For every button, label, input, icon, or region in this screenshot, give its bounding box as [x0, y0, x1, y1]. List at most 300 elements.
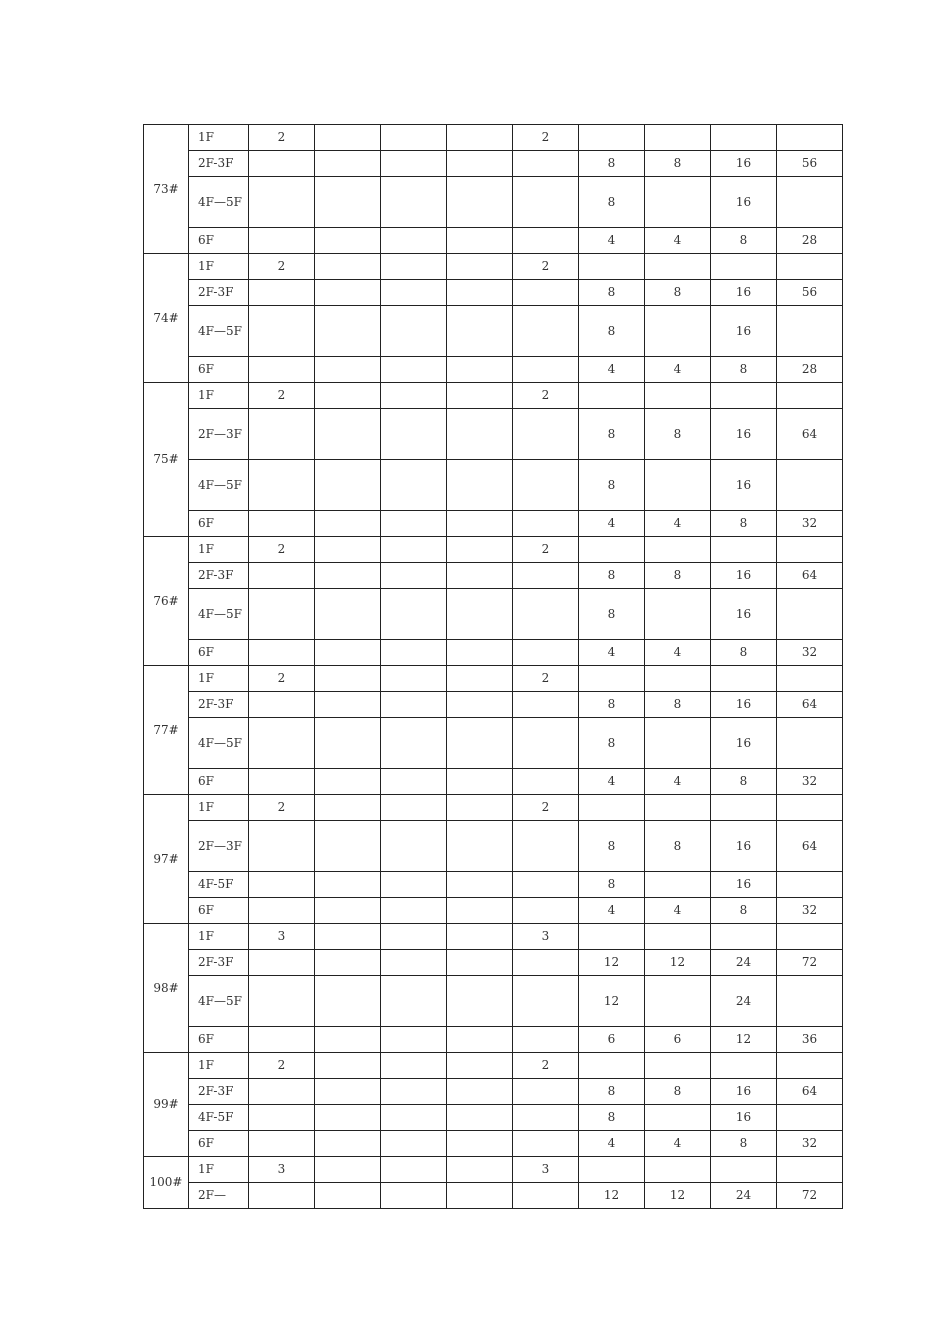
value-cell: 4	[579, 357, 645, 383]
table-row	[144, 589, 843, 640]
value-cell	[249, 950, 315, 976]
value-cell	[447, 409, 513, 460]
value-cell	[777, 976, 843, 1027]
value-cell	[381, 976, 447, 1027]
value-cell	[447, 1079, 513, 1105]
value-cell	[579, 924, 645, 950]
value-cell: 2	[513, 537, 579, 563]
value-cell: 8	[579, 821, 645, 872]
value-cell	[315, 976, 381, 1027]
value-cell	[513, 1105, 579, 1131]
value-cell	[645, 872, 711, 898]
value-cell: 72	[777, 950, 843, 976]
value-cell: 4	[645, 357, 711, 383]
floor-cell: 4F—5F	[189, 460, 249, 511]
value-cell: 8	[645, 821, 711, 872]
floor-cell: 6F	[189, 898, 249, 924]
value-cell	[645, 1053, 711, 1079]
value-cell	[381, 383, 447, 409]
value-cell	[579, 666, 645, 692]
value-cell	[777, 177, 843, 228]
value-cell	[381, 537, 447, 563]
value-cell	[381, 924, 447, 950]
table-row	[144, 1105, 843, 1131]
floor-cell: 1F	[189, 125, 249, 151]
value-cell: 36	[777, 1027, 843, 1053]
table-row	[144, 151, 843, 177]
value-cell	[513, 1027, 579, 1053]
floor-cell: 2F—3F	[189, 821, 249, 872]
table-row	[144, 1053, 843, 1079]
value-cell	[645, 589, 711, 640]
value-cell	[381, 1079, 447, 1105]
value-cell: 56	[777, 280, 843, 306]
value-cell	[249, 821, 315, 872]
value-cell	[315, 357, 381, 383]
value-cell	[711, 924, 777, 950]
value-cell	[381, 692, 447, 718]
value-cell	[381, 1053, 447, 1079]
value-cell	[381, 357, 447, 383]
floor-cell: 2F-3F	[189, 1079, 249, 1105]
value-cell: 8	[579, 280, 645, 306]
floor-cell: 6F	[189, 357, 249, 383]
table-row	[144, 718, 843, 769]
value-cell	[381, 795, 447, 821]
value-cell: 24	[711, 950, 777, 976]
value-cell: 8	[645, 409, 711, 460]
value-cell	[249, 769, 315, 795]
value-cell	[249, 177, 315, 228]
table-row	[144, 280, 843, 306]
value-cell	[447, 769, 513, 795]
value-cell: 4	[579, 1131, 645, 1157]
value-cell: 8	[711, 898, 777, 924]
value-cell: 16	[711, 872, 777, 898]
value-cell: 16	[711, 306, 777, 357]
value-cell	[579, 795, 645, 821]
value-cell	[381, 872, 447, 898]
value-cell: 4	[645, 511, 711, 537]
value-cell	[645, 1105, 711, 1131]
value-cell	[777, 718, 843, 769]
value-cell	[447, 718, 513, 769]
value-cell	[249, 1079, 315, 1105]
value-cell: 16	[711, 280, 777, 306]
value-cell	[249, 1105, 315, 1131]
value-cell	[249, 563, 315, 589]
value-cell	[447, 357, 513, 383]
value-cell: 2	[249, 254, 315, 280]
value-cell	[513, 872, 579, 898]
value-cell	[381, 1027, 447, 1053]
value-cell	[447, 898, 513, 924]
value-cell	[645, 254, 711, 280]
value-cell	[315, 177, 381, 228]
value-cell	[777, 589, 843, 640]
value-cell: 12	[645, 950, 711, 976]
value-cell: 8	[645, 1079, 711, 1105]
value-cell: 28	[777, 228, 843, 254]
value-cell	[315, 383, 381, 409]
value-cell	[711, 666, 777, 692]
table-row	[144, 511, 843, 537]
value-cell	[249, 976, 315, 1027]
value-cell: 4	[645, 769, 711, 795]
value-cell: 4	[579, 228, 645, 254]
value-cell	[315, 950, 381, 976]
floor-cell: 4F—5F	[189, 177, 249, 228]
value-cell: 16	[711, 1105, 777, 1131]
value-cell: 2	[513, 1053, 579, 1079]
floor-cell: 2F-3F	[189, 563, 249, 589]
value-cell	[513, 409, 579, 460]
value-cell	[381, 1105, 447, 1131]
building-cell: 97#	[144, 795, 189, 924]
building-cell: 75#	[144, 383, 189, 537]
value-cell: 2	[513, 795, 579, 821]
value-cell	[513, 1183, 579, 1209]
value-cell: 16	[711, 718, 777, 769]
value-cell	[777, 666, 843, 692]
value-cell: 8	[579, 1079, 645, 1105]
value-cell	[315, 511, 381, 537]
value-cell	[513, 769, 579, 795]
value-cell	[711, 795, 777, 821]
value-cell	[513, 460, 579, 511]
value-cell	[381, 898, 447, 924]
value-cell	[447, 151, 513, 177]
value-cell	[315, 589, 381, 640]
table-row	[144, 228, 843, 254]
value-cell: 2	[513, 254, 579, 280]
value-cell: 16	[711, 409, 777, 460]
table-row	[144, 924, 843, 950]
value-cell: 2	[249, 795, 315, 821]
value-cell	[381, 718, 447, 769]
value-cell	[513, 821, 579, 872]
value-cell	[513, 950, 579, 976]
floor-cell: 1F	[189, 1157, 249, 1183]
value-cell: 3	[513, 1157, 579, 1183]
value-cell: 12	[579, 976, 645, 1027]
value-cell	[777, 872, 843, 898]
value-cell	[381, 563, 447, 589]
value-cell: 2	[513, 666, 579, 692]
table-row	[144, 898, 843, 924]
value-cell: 2	[249, 537, 315, 563]
value-cell	[381, 769, 447, 795]
building-cell: 77#	[144, 666, 189, 795]
value-cell: 8	[579, 409, 645, 460]
value-cell	[447, 1183, 513, 1209]
value-cell	[381, 177, 447, 228]
floor-cell: 4F-5F	[189, 1105, 249, 1131]
table-row	[144, 872, 843, 898]
floor-cell: 2F-3F	[189, 151, 249, 177]
floor-cell: 2F—	[189, 1183, 249, 1209]
floor-cell: 6F	[189, 1027, 249, 1053]
value-cell	[645, 177, 711, 228]
table-row	[144, 640, 843, 666]
table-row	[144, 769, 843, 795]
value-cell	[513, 563, 579, 589]
value-cell: 28	[777, 357, 843, 383]
value-cell: 8	[711, 511, 777, 537]
value-cell	[645, 125, 711, 151]
floor-cell: 1F	[189, 666, 249, 692]
value-cell	[645, 924, 711, 950]
quantity-table	[143, 124, 843, 1209]
value-cell	[381, 1183, 447, 1209]
value-cell	[381, 280, 447, 306]
value-cell	[447, 511, 513, 537]
value-cell: 32	[777, 898, 843, 924]
value-cell	[645, 795, 711, 821]
value-cell	[381, 254, 447, 280]
floor-cell: 1F	[189, 254, 249, 280]
value-cell: 8	[711, 640, 777, 666]
table-row	[144, 1027, 843, 1053]
value-cell	[315, 460, 381, 511]
value-cell	[447, 537, 513, 563]
value-cell	[249, 306, 315, 357]
value-cell: 8	[645, 692, 711, 718]
value-cell	[645, 1157, 711, 1183]
value-cell: 12	[645, 1183, 711, 1209]
building-cell: 76#	[144, 537, 189, 666]
value-cell	[315, 640, 381, 666]
value-cell	[315, 666, 381, 692]
value-cell	[513, 1131, 579, 1157]
floor-cell: 1F	[189, 924, 249, 950]
building-cell: 100#	[144, 1157, 189, 1209]
value-cell	[513, 511, 579, 537]
value-cell	[645, 718, 711, 769]
table-row	[144, 821, 843, 872]
building-cell: 73#	[144, 125, 189, 254]
value-cell	[249, 511, 315, 537]
floor-cell: 1F	[189, 537, 249, 563]
value-cell: 4	[579, 640, 645, 666]
value-cell	[579, 254, 645, 280]
value-cell: 32	[777, 769, 843, 795]
value-cell	[447, 821, 513, 872]
value-cell: 8	[711, 228, 777, 254]
value-cell	[645, 383, 711, 409]
table-row	[144, 177, 843, 228]
building-cell: 74#	[144, 254, 189, 383]
value-cell	[315, 898, 381, 924]
value-cell	[777, 254, 843, 280]
table-row	[144, 795, 843, 821]
value-cell: 2	[249, 1053, 315, 1079]
value-cell	[249, 409, 315, 460]
value-cell	[513, 228, 579, 254]
floor-cell: 1F	[189, 383, 249, 409]
floor-cell: 6F	[189, 228, 249, 254]
value-cell	[513, 306, 579, 357]
value-cell	[381, 228, 447, 254]
floor-cell: 2F-3F	[189, 280, 249, 306]
table-row	[144, 383, 843, 409]
floor-cell: 4F—5F	[189, 976, 249, 1027]
value-cell: 72	[777, 1183, 843, 1209]
floor-cell: 4F—5F	[189, 589, 249, 640]
value-cell	[315, 280, 381, 306]
value-cell	[447, 976, 513, 1027]
value-cell	[447, 228, 513, 254]
floor-cell: 6F	[189, 640, 249, 666]
value-cell: 4	[579, 769, 645, 795]
value-cell	[249, 872, 315, 898]
value-cell	[315, 1105, 381, 1131]
value-cell	[447, 589, 513, 640]
value-cell	[579, 1157, 645, 1183]
value-cell: 2	[513, 125, 579, 151]
value-cell: 8	[579, 177, 645, 228]
value-cell	[579, 537, 645, 563]
value-cell	[777, 125, 843, 151]
table-row	[144, 125, 843, 151]
value-cell	[447, 924, 513, 950]
value-cell	[249, 640, 315, 666]
value-cell	[513, 357, 579, 383]
value-cell	[315, 718, 381, 769]
floor-cell: 2F-3F	[189, 692, 249, 718]
value-cell: 16	[711, 1079, 777, 1105]
value-cell	[315, 692, 381, 718]
value-cell	[249, 228, 315, 254]
value-cell: 8	[579, 1105, 645, 1131]
value-cell	[579, 125, 645, 151]
value-cell: 16	[711, 821, 777, 872]
value-cell	[777, 383, 843, 409]
value-cell: 4	[579, 898, 645, 924]
value-cell	[447, 950, 513, 976]
value-cell	[777, 306, 843, 357]
value-cell	[249, 898, 315, 924]
table-row	[144, 1183, 843, 1209]
value-cell	[447, 692, 513, 718]
value-cell	[513, 640, 579, 666]
value-cell	[447, 125, 513, 151]
value-cell	[315, 125, 381, 151]
value-cell: 3	[513, 924, 579, 950]
value-cell	[513, 718, 579, 769]
value-cell	[645, 537, 711, 563]
value-cell	[249, 1183, 315, 1209]
table-row	[144, 692, 843, 718]
value-cell: 16	[711, 151, 777, 177]
value-cell	[711, 1053, 777, 1079]
value-cell: 16	[711, 589, 777, 640]
value-cell	[315, 872, 381, 898]
value-cell: 12	[579, 1183, 645, 1209]
value-cell: 64	[777, 692, 843, 718]
value-cell	[381, 460, 447, 511]
value-cell	[315, 1027, 381, 1053]
value-cell	[249, 692, 315, 718]
value-cell	[315, 537, 381, 563]
value-cell	[249, 718, 315, 769]
value-cell	[381, 125, 447, 151]
floor-cell: 6F	[189, 511, 249, 537]
value-cell: 2	[249, 125, 315, 151]
value-cell: 8	[579, 306, 645, 357]
value-cell	[381, 1131, 447, 1157]
floor-cell: 4F-5F	[189, 872, 249, 898]
value-cell	[249, 460, 315, 511]
value-cell	[315, 1053, 381, 1079]
table-row	[144, 254, 843, 280]
value-cell: 12	[711, 1027, 777, 1053]
value-cell	[381, 640, 447, 666]
value-cell	[381, 511, 447, 537]
value-cell	[447, 280, 513, 306]
value-cell	[645, 666, 711, 692]
value-cell	[315, 821, 381, 872]
value-cell	[381, 151, 447, 177]
floor-cell: 6F	[189, 1131, 249, 1157]
building-cell: 98#	[144, 924, 189, 1053]
table-row	[144, 460, 843, 511]
value-cell	[447, 306, 513, 357]
value-cell: 64	[777, 563, 843, 589]
floor-cell: 4F—5F	[189, 306, 249, 357]
table-row	[144, 976, 843, 1027]
value-cell: 8	[579, 872, 645, 898]
value-cell: 6	[579, 1027, 645, 1053]
value-cell	[513, 151, 579, 177]
value-cell: 3	[249, 1157, 315, 1183]
value-cell	[315, 1079, 381, 1105]
value-cell	[249, 589, 315, 640]
value-cell: 16	[711, 460, 777, 511]
value-cell	[315, 795, 381, 821]
value-cell: 24	[711, 976, 777, 1027]
value-cell	[645, 460, 711, 511]
value-cell	[381, 589, 447, 640]
value-cell	[645, 976, 711, 1027]
value-cell: 6	[645, 1027, 711, 1053]
value-cell	[711, 125, 777, 151]
value-cell	[315, 1183, 381, 1209]
table-row	[144, 1131, 843, 1157]
value-cell	[249, 357, 315, 383]
value-cell: 32	[777, 1131, 843, 1157]
value-cell: 8	[579, 151, 645, 177]
value-cell	[645, 306, 711, 357]
value-cell	[381, 1157, 447, 1183]
value-cell	[711, 254, 777, 280]
value-cell	[249, 280, 315, 306]
floor-cell: 2F-3F	[189, 950, 249, 976]
value-cell	[315, 1131, 381, 1157]
value-cell: 32	[777, 511, 843, 537]
value-cell	[381, 306, 447, 357]
value-cell: 8	[579, 563, 645, 589]
value-cell: 8	[579, 460, 645, 511]
value-cell	[777, 1105, 843, 1131]
value-cell	[447, 563, 513, 589]
value-cell	[249, 1131, 315, 1157]
value-cell	[447, 1053, 513, 1079]
value-cell	[513, 1079, 579, 1105]
value-cell	[777, 1157, 843, 1183]
value-cell	[777, 460, 843, 511]
value-cell	[447, 1157, 513, 1183]
